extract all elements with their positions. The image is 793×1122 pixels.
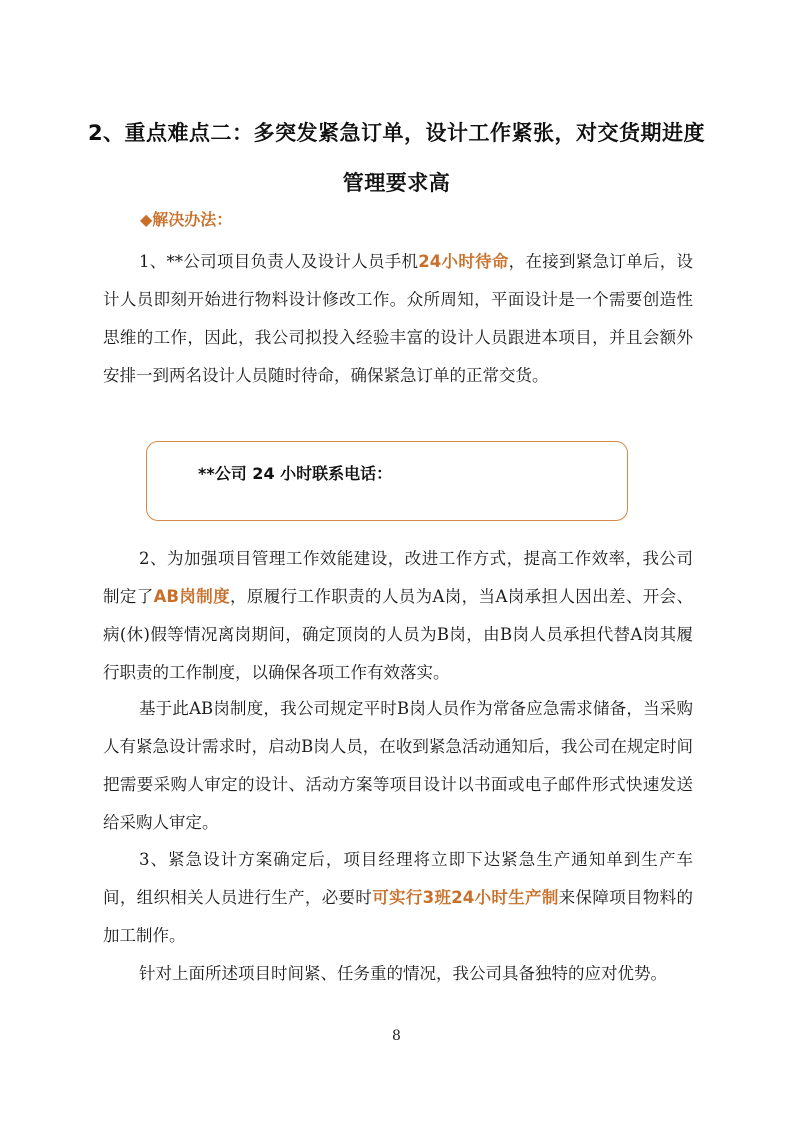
paragraph-1-text-a: 1、**公司项目负责人及设计人员手机 — [139, 252, 419, 271]
paragraph-2-text-b: ，原履行工作职责的人员为A岗，当A岗承担人因出差、开会、病(休)假等情况离岗期间，确定顶岗的人员为B岗，由B岗人员承担代替A岗其履行职责的工作制度，以确保各项工作有效落实。 — [103, 587, 693, 682]
paragraph-1 — [103, 243, 693, 395]
paragraph-1-text-b: ，在接到紧急订单后，设计人员即刻开始进行物料设计修改工作。众所周知，平面设计是一个需要创造性思维的工作，因此，我公司拟投入经验丰富的设计人员跟进本项目，并且会额外安排一到两名设计人员随时待命，确保紧急订单的正常交货。 — [103, 252, 693, 385]
highlight-ab-system: AB岗制度 — [153, 587, 230, 606]
solution-label: ◆解决办法： — [140, 210, 233, 229]
highlight-24h-standby: 24小时待命 — [418, 252, 509, 271]
paragraph-2 — [103, 540, 693, 692]
highlight-3-shift-production: 可实行3班24小时生产制 — [372, 888, 559, 907]
paragraph-4 — [103, 841, 693, 955]
section-heading-line-1: 2、重点难点二：多突发紧急订单，设计工作紧张，对交货期进度 — [87, 121, 706, 145]
contact-box — [146, 441, 628, 521]
paragraph-5: 针对上面所述项目时间紧、任务重的情况，我公司具备独特的应对优势。 — [139, 964, 667, 983]
paragraph-2-text-a: 2、为加强项目管理工作效能建设，改进工作方式，提高工作效率，我公司制定了 — [103, 549, 693, 606]
page-number: 8 — [392, 1028, 401, 1044]
paragraph-4-text-b: 来保障项目物料的加工制作。 — [103, 888, 694, 945]
paragraph-3: 基于此AB岗制度，我公司规定平时B岗人员作为常备应急需求储备，当采购人有紧急设计需求时，启动B岗人员，在收到紧急活动通知后，我公司在规定时间把需要采购人审定的设计、活动方案等项目设计以书面或电子邮件形式快速发送给采购人审定。 — [103, 699, 693, 832]
contact-phone-label: **公司 24 小时联系电话： — [198, 464, 393, 483]
paragraph-4-text-a: 3、紧急设计方案确定后，项目经理将立即下达紧急生产通知单到生产车间，组织相关人员进行生产，必要时 — [103, 850, 693, 907]
section-heading-line-2: 管理要求高 — [342, 171, 451, 195]
